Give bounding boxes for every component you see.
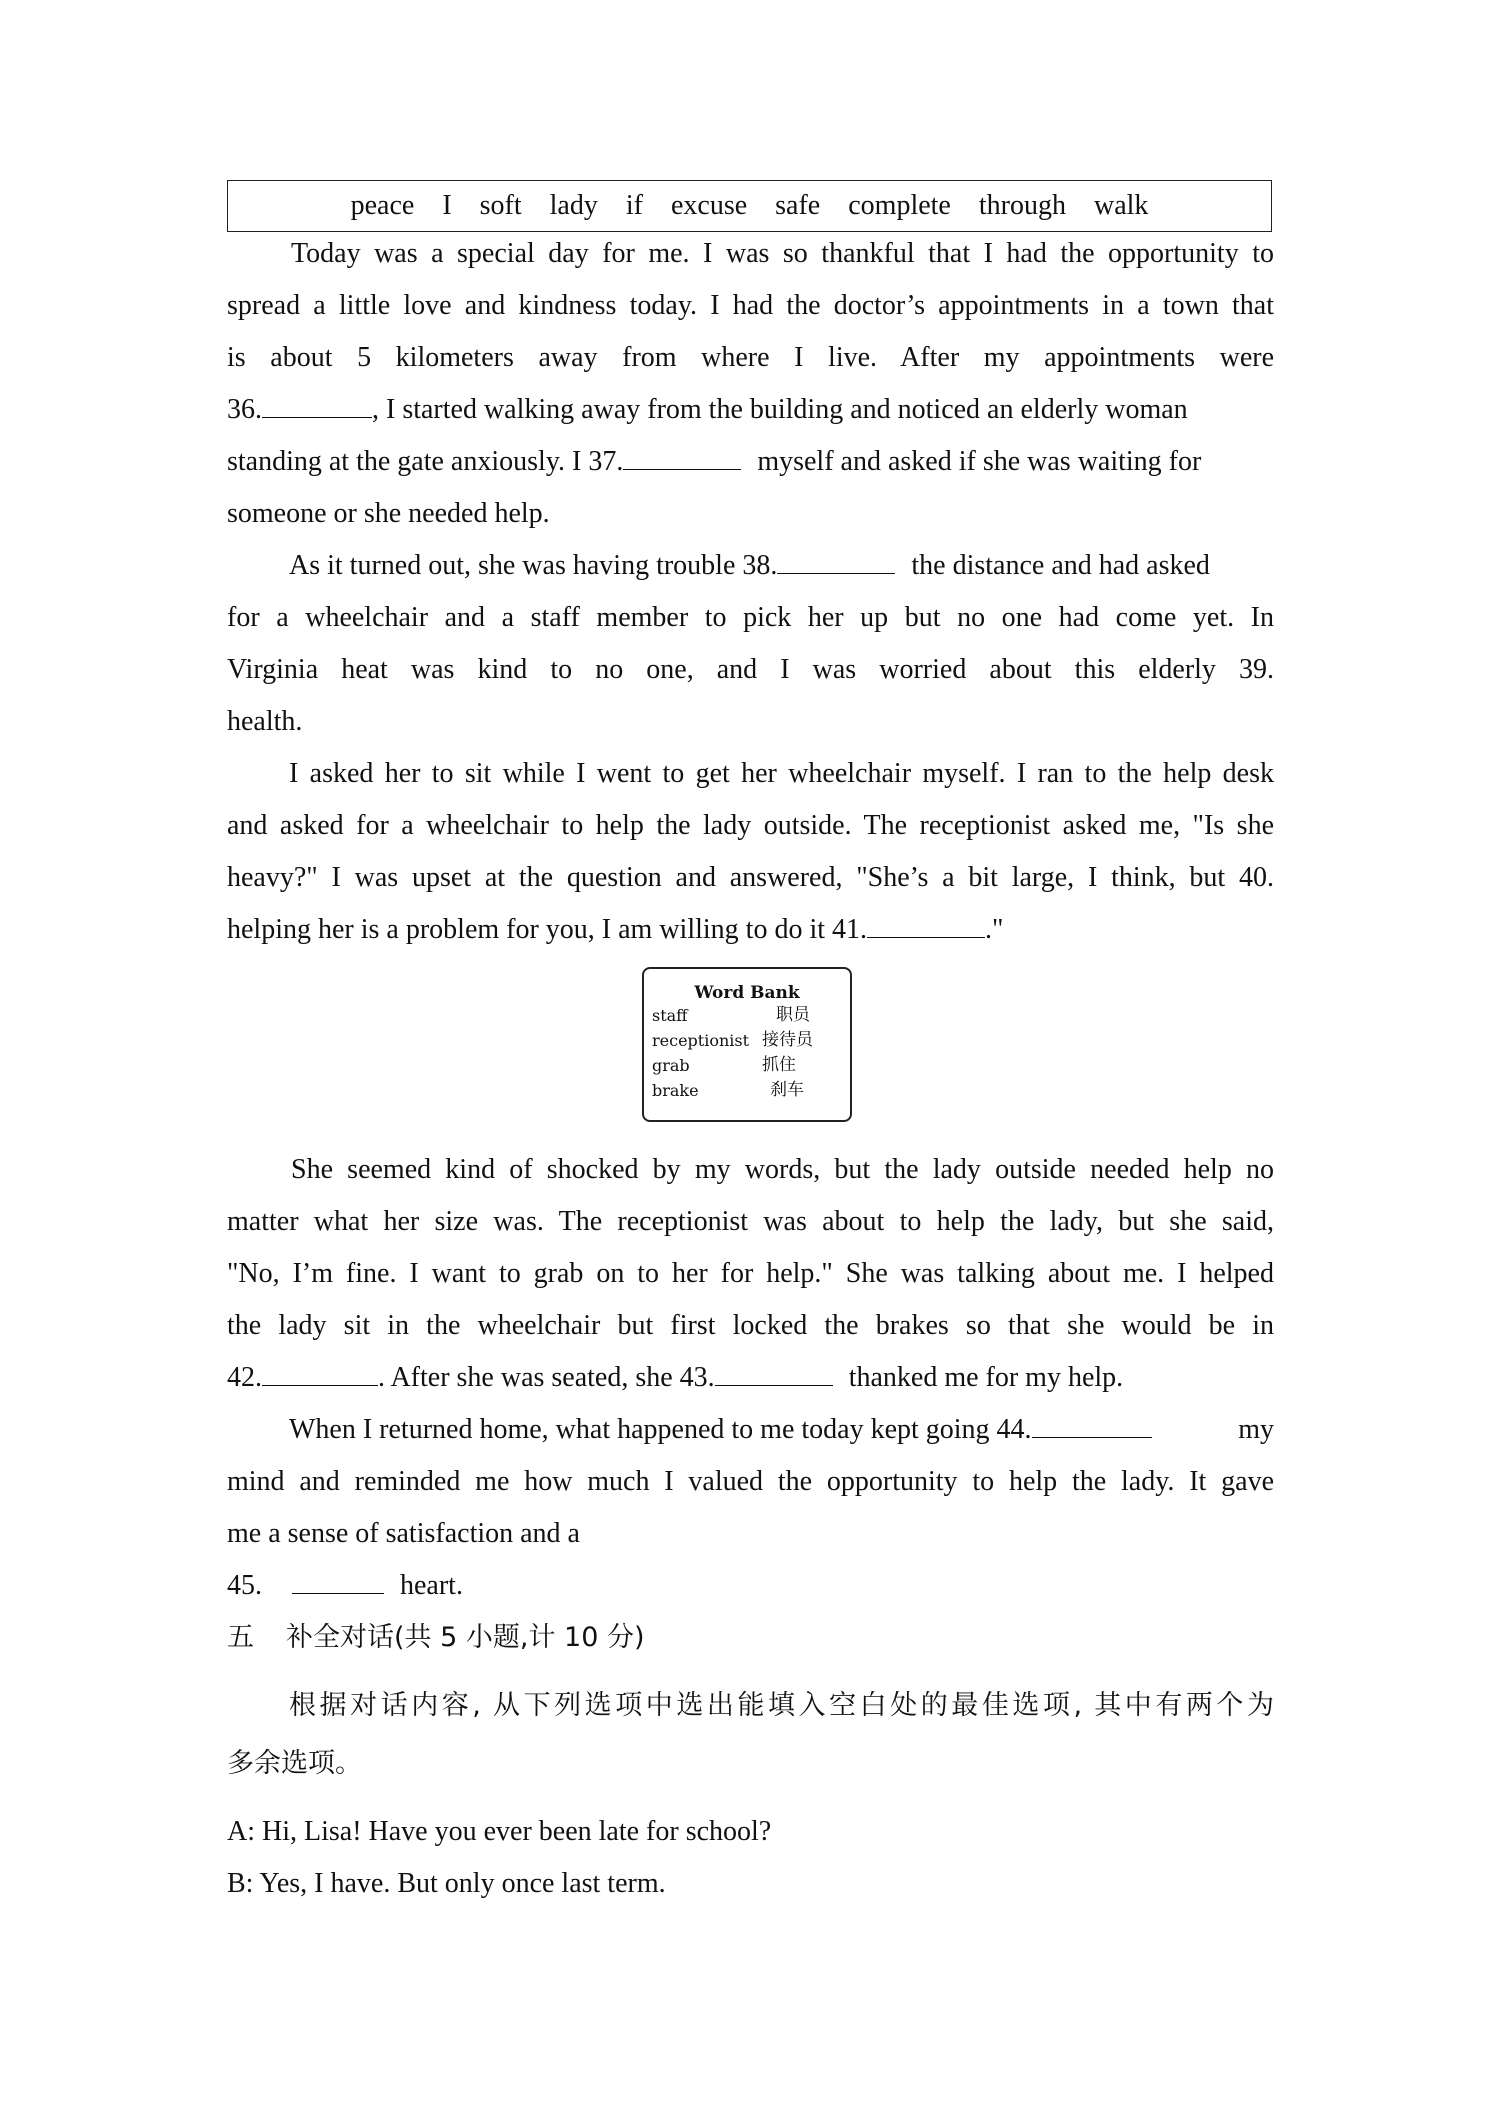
- p3-line: I asked her to sit while I went to get her wheelchair myself. I ran to the help desk: [289, 758, 1274, 789]
- question-number: 36.: [227, 394, 262, 425]
- p1-line: someone or she needed help.: [227, 498, 550, 529]
- section-title: 补全对话(共 5 小题,计 10 分): [286, 1622, 645, 1653]
- p1-line: [227, 436, 1274, 488]
- word-bank-row: brake 刹车: [652, 1080, 804, 1100]
- word-box-item: I: [442, 190, 452, 221]
- word-box-item: through: [978, 190, 1066, 221]
- question-number: 45.: [227, 1570, 262, 1601]
- blank-38[interactable]: [777, 543, 895, 574]
- word-bank-title: Word Bank: [694, 983, 800, 1003]
- word-box-item: lady: [549, 190, 598, 221]
- p2-text: As it turned out, she was having trouble 38.: [289, 550, 778, 581]
- blank-43[interactable]: [715, 1355, 833, 1386]
- word-bank-row: staff 职员: [652, 1005, 810, 1025]
- p2-line: health.: [227, 706, 303, 737]
- p1-line: spread a little love and kindness today. I had the doctor’s appointments in a town that: [227, 290, 1274, 321]
- p1-line: [227, 384, 1274, 436]
- p1-text: myself and asked if she was waiting for: [757, 446, 1202, 477]
- blank-44[interactable]: [1032, 1407, 1152, 1438]
- blank-45[interactable]: [292, 1563, 384, 1594]
- p4-text: thanked me for my help.: [848, 1362, 1124, 1393]
- p2-line: for a wheelchair and a staff member to pick her up but no one had come yet. In: [227, 602, 1274, 633]
- blank-42[interactable]: [262, 1355, 378, 1386]
- section-heading: [227, 1612, 1274, 1664]
- word-box: [227, 180, 1272, 232]
- p3-text: helping her is a problem for you, I am willing to do it 41.: [227, 914, 868, 945]
- p5-line: mind and reminded me how much I valued the opportunity to help the lady. It gave: [227, 1466, 1274, 1497]
- p2-line: Virginia heat was kind to no one, and I was worried about this elderly 39.: [227, 654, 1274, 685]
- p5-text: my: [1238, 1414, 1274, 1445]
- word-box-item: complete: [848, 190, 951, 221]
- blank-36[interactable]: [262, 387, 372, 418]
- blank-41[interactable]: [867, 907, 985, 938]
- p5-line: me a sense of satisfaction and a: [227, 1518, 580, 1549]
- p4-line: the lady sit in the wheelchair but first locked the brakes so that she would be in: [227, 1310, 1274, 1341]
- word-box-item: soft: [479, 190, 522, 221]
- p3-line: [227, 904, 1274, 956]
- p4-line: [227, 1352, 1274, 1404]
- section-number: 五: [227, 1622, 254, 1653]
- word-box-item: if: [625, 190, 643, 221]
- question-number: 42.: [227, 1362, 262, 1393]
- p1-text: , I started walking away from the building and noticed an elderly woman: [372, 394, 1188, 425]
- p5-text: heart.: [400, 1570, 463, 1601]
- p3-line: and asked for a wheelchair to help the lady outside. The receptionist asked me, "Is she: [227, 810, 1274, 841]
- p4-line: "No, I’m fine. I want to grab on to her for help." She was talking about me. I helped: [227, 1258, 1274, 1289]
- word-bank: [642, 967, 852, 1122]
- word-bank-row: receptionist 接待员: [652, 1030, 813, 1050]
- instruction-line: 多余选项。: [227, 1748, 362, 1779]
- p1-text: standing at the gate anxiously. I 37.: [227, 446, 624, 477]
- p5-text: When I returned home, what happened to me today kept going 44.: [289, 1414, 1032, 1445]
- p2-line: [227, 540, 1336, 592]
- p3-line: heavy?" I was upset at the question and answered, "She’s a bit large, I think, but 40.: [227, 862, 1274, 893]
- p2-text: the distance and had asked: [911, 550, 1210, 581]
- p5-line: [227, 1404, 1274, 1456]
- p4-line: matter what her size was. The receptionist was about to help the lady, but she said,: [227, 1206, 1274, 1237]
- word-bank-row: grab 抓住: [652, 1055, 796, 1075]
- p4-line: She seemed kind of shocked by my words, but the lady outside needed help no: [291, 1154, 1274, 1185]
- instruction-line: 根据对话内容, 从下列选项中选出能填入空白处的最佳选项, 其中有两个为: [289, 1690, 1274, 1721]
- word-box-item: walk: [1093, 190, 1149, 221]
- dialogue-line-a: A: Hi, Lisa! Have you ever been late for school?: [227, 1816, 772, 1847]
- word-box-item: excuse: [670, 190, 748, 221]
- dialogue-line-b: B: Yes, I have. But only once last term.: [227, 1868, 666, 1899]
- p4-text: . After she was seated, she 43.: [378, 1362, 715, 1393]
- word-box-item: peace: [350, 190, 415, 221]
- blank-37[interactable]: [623, 439, 741, 470]
- p1-line: Today was a special day for me. I was so thankful that I had the opportunity to: [291, 238, 1274, 269]
- p1-line: is about 5 kilometers away from where I live. After my appointments were: [227, 342, 1274, 373]
- word-box-item: safe: [775, 190, 821, 221]
- p5-line: [227, 1560, 1274, 1612]
- p3-text: .": [985, 914, 1004, 945]
